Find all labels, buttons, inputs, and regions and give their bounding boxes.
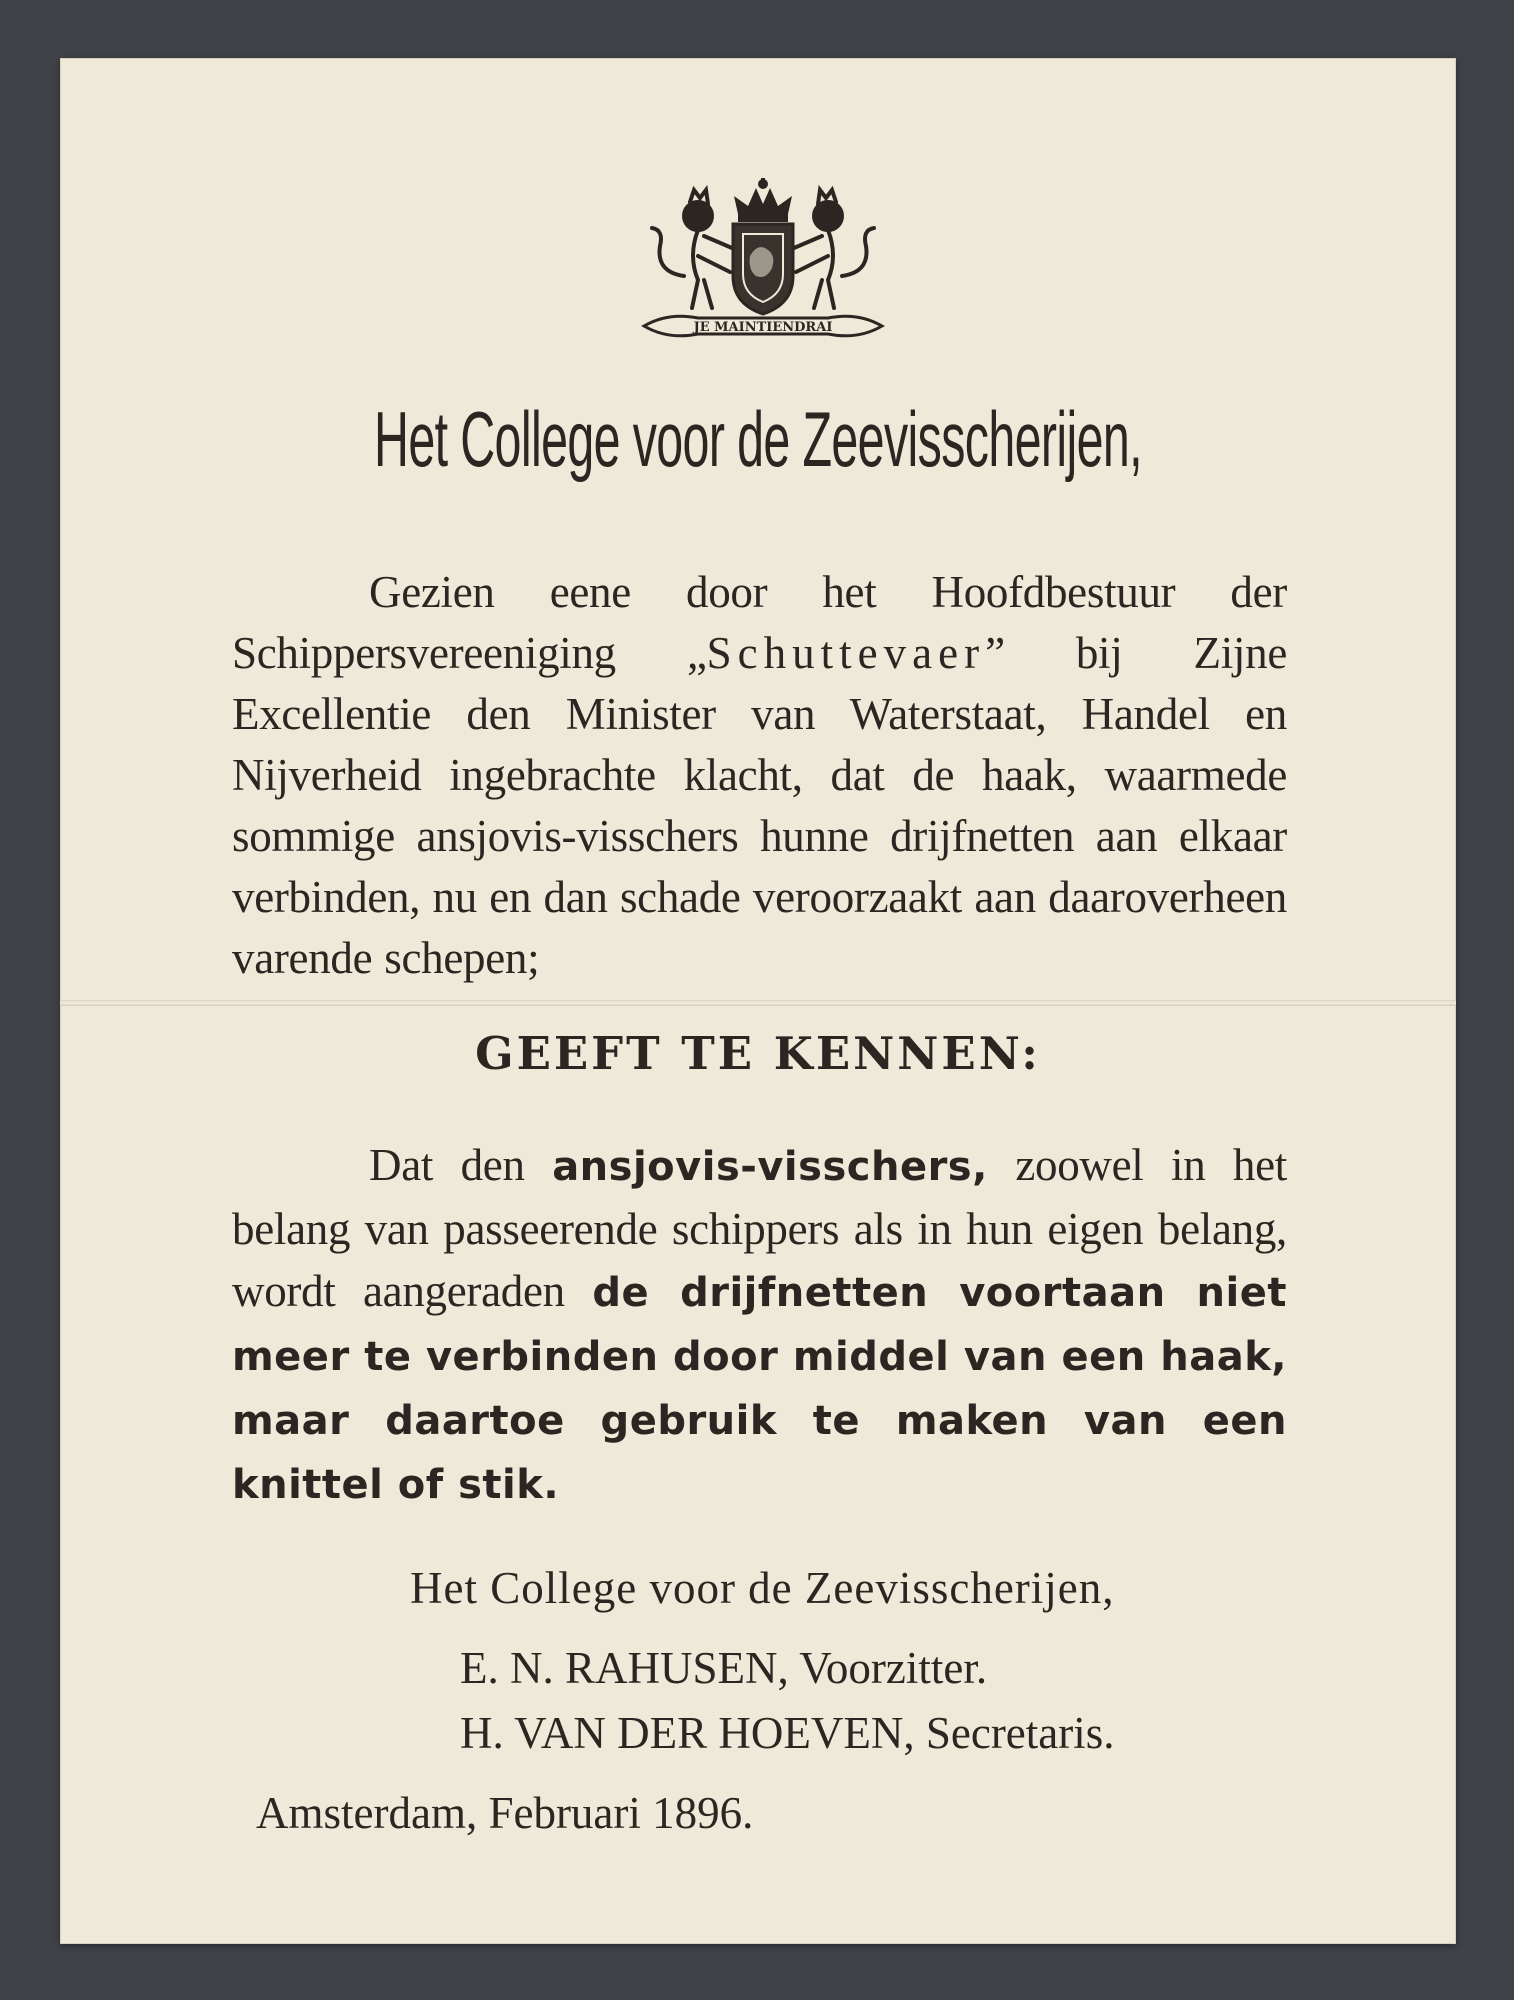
chair-signature xyxy=(460,1638,987,1698)
signing-body: Het College voor de Zeevisscherijen, xyxy=(410,1563,1115,1613)
intro-text-2: ” bij Zijne Excellentie den Minister van Waterstaat, Handel en Nijverheid ingebrachte klacht, dat de haak, waarmede sommige ansjovis-visschers hunne drijfnetten aan elkaar verbinden, nu en dan schade veroorzaakt aan daaroverheen varende schepen; xyxy=(232,628,1287,983)
chair-role: Voorzitter. xyxy=(788,1643,988,1693)
place-date: Amsterdam, Februari 1896. xyxy=(256,1788,754,1838)
secretary-name: H. VAN DER HOEVEN, xyxy=(460,1708,915,1758)
decree-bold-1: ansjovis-visschers, xyxy=(552,1144,988,1190)
decree-paragraph xyxy=(232,1134,1287,1516)
decree-bold-2: de drijfnetten voortaan niet meer te verbinden door middel van een haak, maar daartoe gebruik te maken van een knittel of stik. xyxy=(232,1270,1287,1508)
page-title: Het College voor de Zeevisscherijen, xyxy=(374,395,1142,483)
secretary-role: Secretaris. xyxy=(914,1708,1115,1758)
intro-text-1: Gezien eene door het Hoofdbestuur der Schippersvereeniging „ xyxy=(232,567,1287,678)
intro-paragraph xyxy=(232,562,1287,989)
decree-text-2: zoowel in het belang van passeerende schippers als in hun eigen belang, wordt aangeraden xyxy=(232,1140,1287,1316)
poster-sheet xyxy=(60,58,1456,1944)
secretary-signature xyxy=(460,1703,1115,1763)
intro-society-name: Schuttevaer xyxy=(706,628,986,678)
motto-text: JE MAINTIENDRAI xyxy=(693,320,833,335)
decree-text-1: Dat den xyxy=(369,1140,553,1190)
chair-name: E. N. RAHUSEN, xyxy=(460,1643,789,1693)
paper-fold-line xyxy=(60,1000,1456,1006)
coat-of-arms-icon xyxy=(638,176,888,348)
announcement-heading: GEEFT TE KENNEN: xyxy=(475,1027,1041,1080)
